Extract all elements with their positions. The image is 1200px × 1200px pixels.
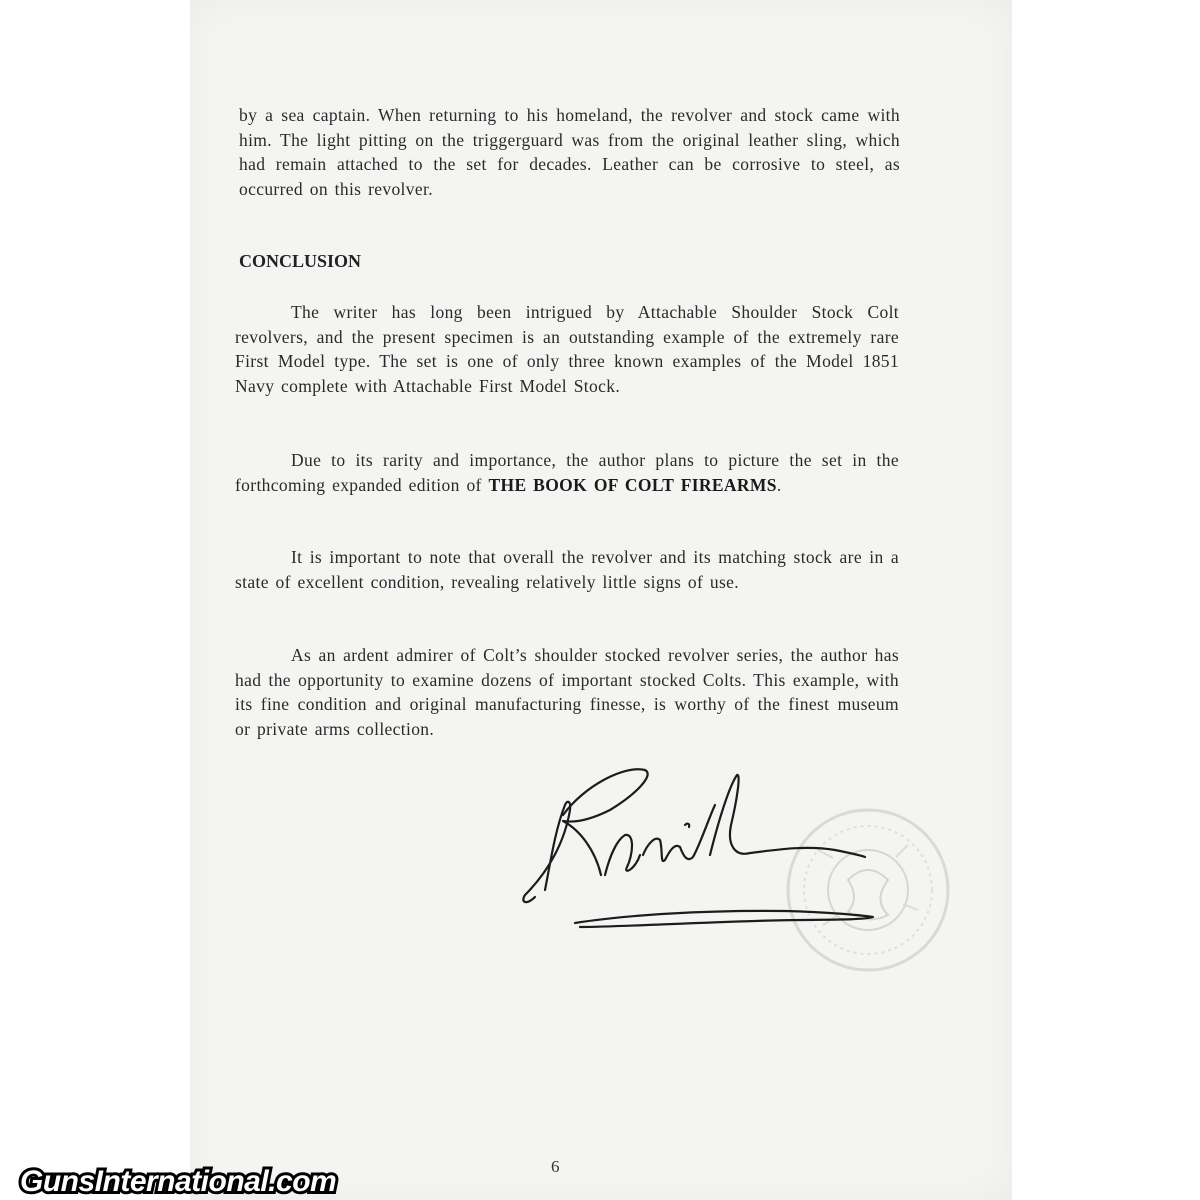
page-number: 6: [551, 1157, 560, 1176]
paragraph-sea-captain: by a sea captain. When returning to his homeland, the revolver and stock came with him. The light pitting on the triggerguard was from the original leather sling, which had remain attached to the set for decades. Leather can be corrosive to steel, as occurred on this revolver.: [239, 105, 900, 199]
paragraph-admirer: As an ardent admirer of Colt’s shoulder stocked revolver series, the author has had the opportunity to examine dozens of important stocked Colts. This example, with its fine condition and original manufacturing finesse, is worthy of the finest museum or private arms collection.: [235, 645, 899, 739]
paragraph-condition: It is important to note that overall the revolver and its matching stock are in a state of excellent condition, revealing relatively little signs of use.: [235, 547, 899, 592]
conclusion-heading: CONCLUSION: [239, 251, 362, 271]
paragraph-rarity-text: Due to its rarity and importance, the author plans to picture the set in the forthcoming expanded edition of: [235, 450, 899, 495]
paragraph-intrigued: The writer has long been intrigued by Attachable Shoulder Stock Colt revolvers, and the present specimen is an outstanding example of the extremely rare First Model type. The set is one of only three known examples of the Model 1851 Navy complete with Attachable First Model Stock.: [235, 302, 899, 396]
gunsinternational-logo-watermark: [12, 1160, 340, 1200]
paragraph-rarity-end: .: [776, 474, 782, 495]
book-title: THE BOOK OF COLT FIREARMS: [488, 474, 777, 495]
svg-text:GunsInternational.com: GunsInternational.com: [20, 1165, 337, 1198]
handwritten-signature-icon: [505, 755, 895, 945]
paragraph-rarity: [235, 448, 899, 497]
